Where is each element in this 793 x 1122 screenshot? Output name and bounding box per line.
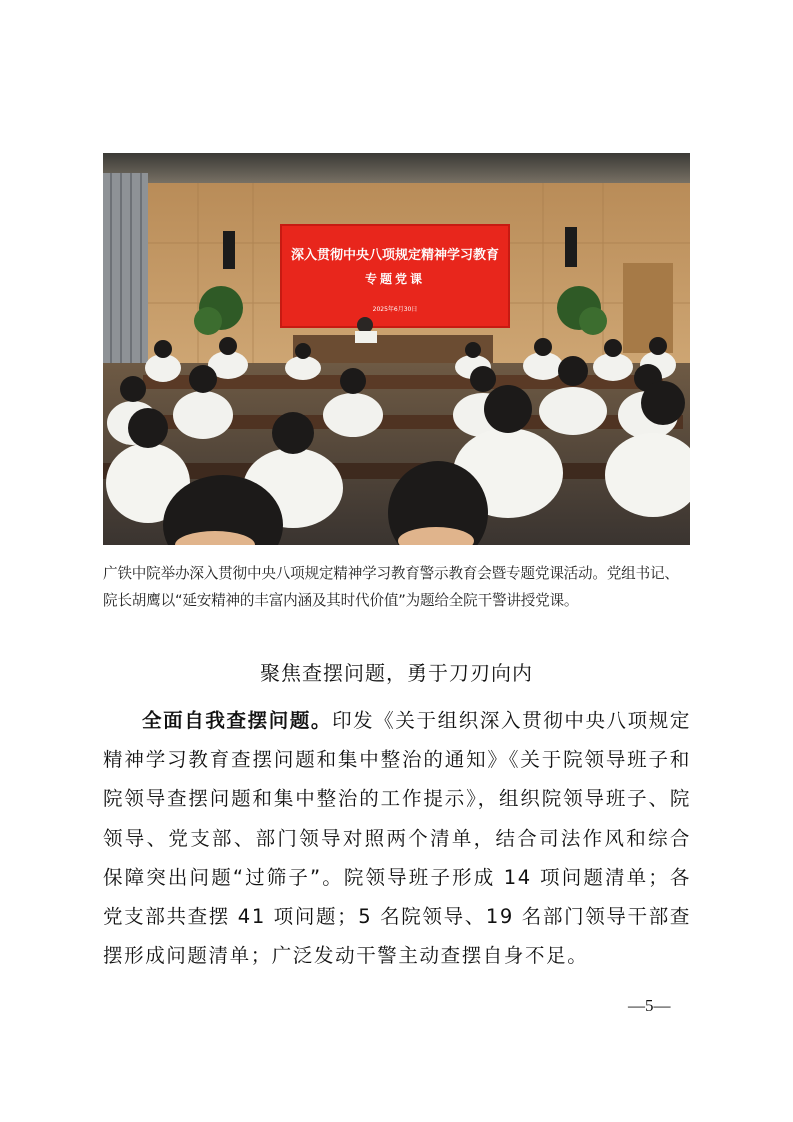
paragraph-body: 印发《关于组织深入贯彻中央八项规定精神学习教育查摆问题和集中整治的通知》《关于院领导班子和院领导查摆问题和集中整治的工作提示》，组织院领导班子、院领导、党支部、部门领导对照两个清单，结合司法作风和综合保障突出问题“过筛子”。院领导班子形成 14 项问题清单；各党支部共查摆 41 项问题；5 名院领导、19 名部门领导干部查摆形成问题清单；广泛发动干警主动查摆自身不足。 (103, 709, 692, 968)
page-number: —5— (628, 996, 671, 1015)
banner-line1: 深入贯彻中央八项规定精神学习教育 (290, 248, 500, 263)
banner-line2: 专题党课 (364, 272, 426, 286)
photo-caption: 广铁中院举办深入贯彻中央八项规定精神学习教育警示教育会暨专题党课活动。党组书记、院长胡鹰以“延安精神的丰富内涵及其时代价值”为题给全院干警讲授党课。 (103, 565, 679, 609)
banner-date: 2025年6月30日 (372, 306, 418, 313)
meeting-photo (103, 153, 690, 545)
body-paragraph (103, 701, 691, 975)
paragraph-lead: 全面自我查摆问题。 (142, 709, 333, 732)
section-heading: 聚焦查摆问题，勇于刀刃向内 (260, 661, 533, 685)
meeting-photo-illustration (103, 153, 690, 545)
